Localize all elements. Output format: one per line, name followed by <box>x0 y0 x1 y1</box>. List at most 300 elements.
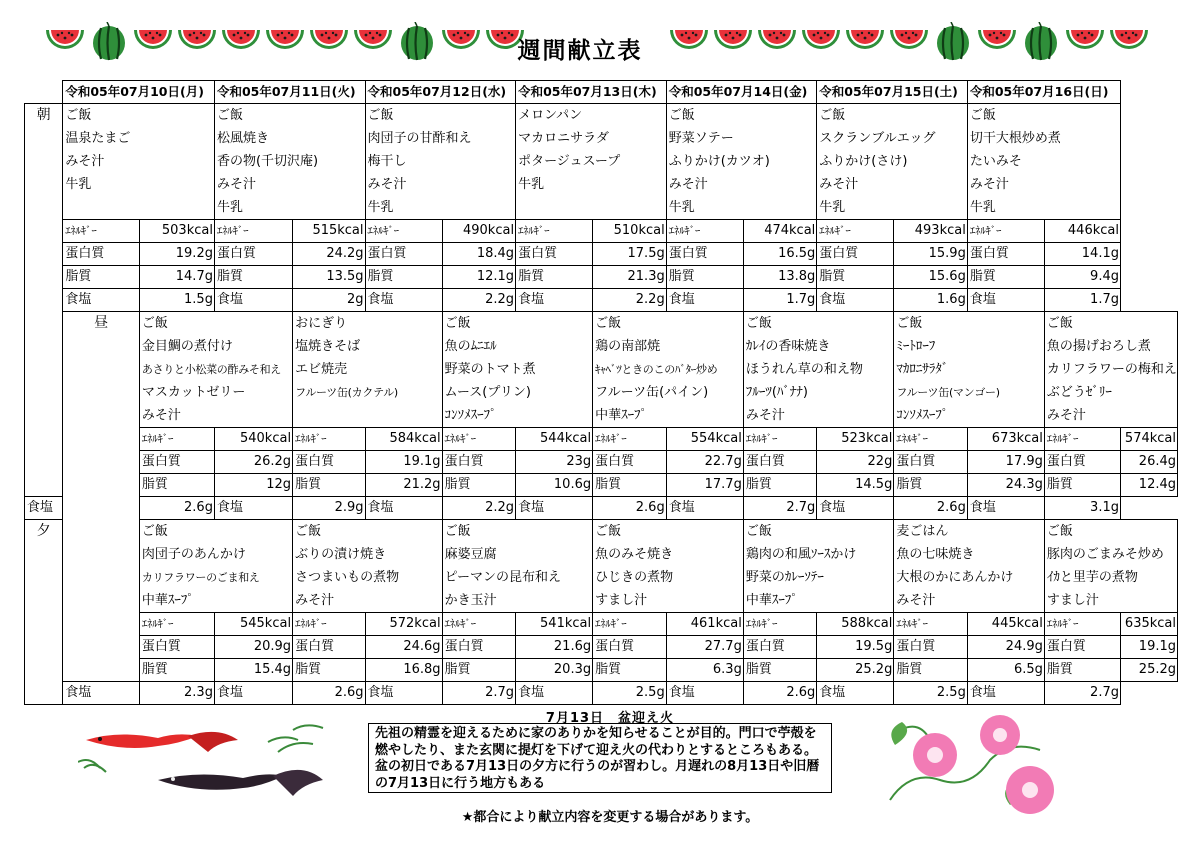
meal-items-cell <box>214 104 365 220</box>
fat-value: 9.4g <box>1044 266 1120 289</box>
fat-label: 脂質 <box>666 266 743 289</box>
fat-label: 脂質 <box>365 266 442 289</box>
menu-item: 金目鯛の煮付け <box>141 339 233 354</box>
fat-value: 13.5g <box>293 266 365 289</box>
salt-label: 食塩 <box>817 682 894 705</box>
menu-item: ご飯 <box>969 108 996 123</box>
corner-cell <box>25 81 63 104</box>
menu-item: ご飯 <box>1046 524 1073 539</box>
fat-label: 脂質 <box>894 474 968 497</box>
fat-label: 脂質 <box>442 659 516 682</box>
note-title: 7月13日 盆迎え火 <box>545 711 675 726</box>
nutrition-row-protein <box>25 243 1178 266</box>
salt-label: 食塩 <box>365 289 442 312</box>
meal-items-cell <box>894 520 1045 613</box>
energy-label: ｴﾈﾙｷﾞｰ <box>139 428 214 451</box>
menu-item: 魚の揚げおろし煮 <box>1046 339 1151 354</box>
menu-item: 麻婆豆腐 <box>444 547 497 562</box>
fat-value: 17.7g <box>666 474 743 497</box>
protein-label: 蛋白質 <box>293 636 365 659</box>
energy-label: ｴﾈﾙｷﾞｰ <box>442 613 516 636</box>
menu-item: ポタージュスープ <box>518 154 621 169</box>
fat-value: 13.8g <box>743 266 816 289</box>
menu-item: 魚のみそ焼き <box>595 547 674 562</box>
salt-label: 食塩 <box>365 497 442 520</box>
note-box: 先祖の精霊を迎えるために家のありかを知らせることが目的。門口で苧殻を燃やしたり、また玄関に提灯を下げて迎え火の代わりとするところもある。盆の初日である7月13日の夕方に行うのが習わし。月遅れの8月13日や旧暦の7月13日に行う地方もある <box>368 723 832 793</box>
energy-value: 584kcal <box>365 428 442 451</box>
menu-item <box>293 404 442 427</box>
menu-item: かき玉汁 <box>444 593 497 608</box>
nutrition-row-salt <box>25 682 1178 705</box>
energy-label: ｴﾈﾙｷﾞｰ <box>593 613 667 636</box>
menu-item: 魚のﾑﾆｴﾙ <box>444 339 497 354</box>
energy-label: ｴﾈﾙｷﾞｰ <box>743 613 816 636</box>
menu-item: 牛乳 <box>969 200 996 215</box>
menu-item: ご飯 <box>745 524 772 539</box>
fat-value: 15.6g <box>894 266 968 289</box>
energy-label: ｴﾈﾙｷﾞｰ <box>666 220 743 243</box>
menu-item: 鶏の南部焼 <box>595 339 661 354</box>
energy-value: 673kcal <box>967 428 1044 451</box>
nutrition-row-fat <box>25 474 1178 497</box>
salt-value: 1.7g <box>743 289 816 312</box>
day-header: 令和05年07月15日(土) <box>817 81 968 104</box>
meal-items-cell <box>139 520 292 613</box>
meal-items-cell <box>139 312 292 428</box>
protein-value: 22.7g <box>666 451 743 474</box>
fat-label: 脂質 <box>214 266 292 289</box>
fat-label: 脂質 <box>516 266 593 289</box>
header <box>0 0 1178 80</box>
menu-item: メロンパン <box>518 108 583 123</box>
watermelon-slice-icon <box>176 22 218 62</box>
fat-value: 21.2g <box>365 474 442 497</box>
salt-value: 2.5g <box>894 682 968 705</box>
salt-label: 食塩 <box>516 682 593 705</box>
protein-label: 蛋白質 <box>894 636 968 659</box>
energy-label: ｴﾈﾙｷﾞｰ <box>1044 428 1120 451</box>
protein-label: 蛋白質 <box>214 243 292 266</box>
fat-value: 14.5g <box>817 474 894 497</box>
protein-label: 蛋白質 <box>293 451 365 474</box>
salt-label: 食塩 <box>516 289 593 312</box>
menu-item: 松風焼き <box>216 131 269 146</box>
menu-item: カリフラワーのごま和え <box>141 571 260 584</box>
menu-item: 温泉たまご <box>65 131 131 146</box>
menu-item: 野菜のトマト煮 <box>444 362 536 377</box>
fat-label: 脂質 <box>743 474 816 497</box>
salt-label: 食塩 <box>666 289 743 312</box>
fat-value: 20.3g <box>516 659 593 682</box>
fat-value: 24.3g <box>967 474 1044 497</box>
meal-items-cell <box>442 520 593 613</box>
meal-label: 夕 <box>25 520 63 705</box>
energy-label: ｴﾈﾙｷﾞｰ <box>1044 613 1120 636</box>
nutrition-row-energy <box>25 613 1178 636</box>
protein-label: 蛋白質 <box>817 243 894 266</box>
nutrition-row-protein <box>25 451 1178 474</box>
fat-value: 15.4g <box>214 659 292 682</box>
menu-item: みそ汁 <box>295 593 335 608</box>
salt-value: 2.6g <box>743 682 816 705</box>
menu-item: ｶﾚｲの香味焼き <box>745 339 831 354</box>
salt-value: 2.2g <box>442 289 516 312</box>
salt-value: 2.2g <box>442 497 516 520</box>
menu-item: ご飯 <box>595 316 622 331</box>
menu-item: みそ汁 <box>216 177 256 192</box>
salt-label: 食塩 <box>967 289 1044 312</box>
salt-value: 2.9g <box>293 497 365 520</box>
meal-items-cell <box>967 104 1120 220</box>
salt-value: 2.7g <box>442 682 516 705</box>
menu-item <box>63 196 214 219</box>
energy-label: ｴﾈﾙｷﾞｰ <box>214 220 292 243</box>
meal-items-cell <box>894 312 1045 428</box>
goldfish-illustration <box>78 722 338 812</box>
menu-item: マスカットゼリー <box>141 385 246 400</box>
watermelon-whole-icon <box>396 22 438 62</box>
menu-item: ご飯 <box>216 108 243 123</box>
protein-value: 19.5g <box>817 636 894 659</box>
watermelon-slice-icon <box>844 22 886 62</box>
watermelon-slice-icon <box>668 22 710 62</box>
meal-items-row <box>25 312 1178 428</box>
fat-label: 脂質 <box>1044 474 1120 497</box>
energy-label: ｴﾈﾙｷﾞｰ <box>743 428 816 451</box>
day-header: 令和05年07月11日(火) <box>214 81 365 104</box>
salt-label: 食塩 <box>817 497 894 520</box>
menu-item: ご飯 <box>444 316 471 331</box>
menu-item: ご飯 <box>367 108 394 123</box>
energy-value: 503kcal <box>139 220 214 243</box>
energy-value: 545kcal <box>214 613 292 636</box>
menu-item: ほうれん草の和え物 <box>745 362 863 377</box>
menu-item: 牛乳 <box>216 200 243 215</box>
protein-value: 15.9g <box>894 243 968 266</box>
menu-item: ご飯 <box>819 108 846 123</box>
salt-label: 食塩 <box>214 497 292 520</box>
footer-note: ★都合により献立内容を変更する場合があります。 <box>461 810 759 825</box>
day-header: 令和05年07月12日(水) <box>365 81 516 104</box>
fat-label: 脂質 <box>442 474 516 497</box>
meal-items-cell <box>743 312 894 428</box>
energy-value: 515kcal <box>293 220 365 243</box>
energy-value: 493kcal <box>894 220 968 243</box>
menu-item: フルーツ缶(マンゴー) <box>896 386 1000 399</box>
fat-label: 脂質 <box>63 266 140 289</box>
protein-label: 蛋白質 <box>1044 636 1120 659</box>
watermelon-slice-icon <box>712 22 754 62</box>
menu-item: ぶりの漬け焼き <box>295 547 387 562</box>
watermelon-whole-icon <box>88 22 130 62</box>
watermelon-slice-icon <box>976 22 1018 62</box>
meal-items-cell <box>1044 312 1177 428</box>
nutrition-row-fat <box>25 659 1178 682</box>
energy-value: 523kcal <box>817 428 894 451</box>
menu-item: 中華ｽｰﾌﾟ <box>595 408 648 423</box>
menu-item: ピーマンの昆布和え <box>444 570 562 585</box>
day-header: 令和05年07月14日(金) <box>666 81 817 104</box>
fat-label: 脂質 <box>967 266 1044 289</box>
menu-item: たいみそ <box>969 154 1022 169</box>
protein-value: 26.2g <box>214 451 292 474</box>
energy-value: 445kcal <box>967 613 1044 636</box>
watermelon-slice-icon <box>1064 22 1106 62</box>
flower-icon <box>913 715 1054 814</box>
black-fish-icon <box>158 770 323 796</box>
salt-value: 1.6g <box>894 289 968 312</box>
menu-item: 香の物(千切沢庵) <box>216 154 319 169</box>
watermelon-whole-icon <box>1020 22 1062 62</box>
meal-items-cell <box>593 312 744 428</box>
salt-label: 食塩 <box>516 497 593 520</box>
meal-items-row <box>25 520 1178 613</box>
energy-label: ｴﾈﾙｷﾞｰ <box>139 613 214 636</box>
fat-value: 14.7g <box>139 266 214 289</box>
watermelon-slice-icon <box>1108 22 1150 62</box>
menu-item: ご飯 <box>896 316 923 331</box>
menu-item: エビ焼売 <box>295 362 348 377</box>
protein-label: 蛋白質 <box>63 243 140 266</box>
salt-value: 2.2g <box>593 289 667 312</box>
salt-value: 3.1g <box>1044 497 1120 520</box>
protein-value: 17.9g <box>967 451 1044 474</box>
fat-value: 12.1g <box>442 266 516 289</box>
fat-label: 脂質 <box>894 659 968 682</box>
menu-item: ご飯 <box>745 316 772 331</box>
protein-value: 24.9g <box>967 636 1044 659</box>
menu-item: みそ汁 <box>668 177 708 192</box>
meal-items-row <box>25 104 1178 220</box>
protein-value: 26.4g <box>1120 451 1177 474</box>
menu-item: ご飯 <box>1046 316 1073 331</box>
salt-label: 食塩 <box>817 289 894 312</box>
menu-item: おにぎり <box>295 316 348 331</box>
menu-item: 牛乳 <box>65 177 92 192</box>
menu-item: みそ汁 <box>1046 408 1086 423</box>
fat-value: 25.2g <box>817 659 894 682</box>
meal-items-cell <box>1044 520 1177 613</box>
nutrition-row-energy <box>25 220 1178 243</box>
menu-item: ご飯 <box>295 524 322 539</box>
protein-label: 蛋白質 <box>743 451 816 474</box>
fat-label: 脂質 <box>293 659 365 682</box>
fat-label: 脂質 <box>293 474 365 497</box>
protein-value: 17.5g <box>593 243 667 266</box>
energy-label: ｴﾈﾙｷﾞｰ <box>817 220 894 243</box>
meal-items-cell <box>817 104 968 220</box>
watermelon-decoration-right <box>668 22 1150 62</box>
salt-label: 食塩 <box>214 682 292 705</box>
day-header: 令和05年07月16日(日) <box>967 81 1120 104</box>
menu-item: あさりと小松菜の酢みそ和え <box>141 363 281 376</box>
menu-item: 中華ｽｰﾌﾟ <box>745 593 798 608</box>
fat-value: 6.5g <box>967 659 1044 682</box>
protein-value: 14.1g <box>1044 243 1120 266</box>
protein-label: 蛋白質 <box>593 451 667 474</box>
protein-label: 蛋白質 <box>516 243 593 266</box>
salt-label: 食塩 <box>214 289 292 312</box>
menu-item: 牛乳 <box>367 200 394 215</box>
menu-item: ﾌﾙｰﾂ(ﾊﾞﾅﾅ) <box>745 385 808 400</box>
menu-item <box>516 196 666 219</box>
protein-value: 19.1g <box>1120 636 1177 659</box>
salt-label: 食塩 <box>666 682 743 705</box>
red-fish-icon <box>86 732 238 752</box>
menu-item: ｷｬﾍﾞﾂときのこのﾊﾞﾀｰ炒め <box>595 363 718 376</box>
menu-item: すまし汁 <box>595 593 648 608</box>
meal-items-cell <box>666 104 817 220</box>
energy-value: 544kcal <box>516 428 593 451</box>
menu-item: 肉団子の甘酢和え <box>367 131 472 146</box>
protein-value: 19.2g <box>139 243 214 266</box>
menu-item: ﾏｶﾛﾆｻﾗﾀﾞ <box>896 362 949 377</box>
menu-item: みそ汁 <box>819 177 859 192</box>
energy-label: ｴﾈﾙｷﾞｰ <box>293 428 365 451</box>
protein-label: 蛋白質 <box>442 451 516 474</box>
watermelon-slice-icon <box>756 22 798 62</box>
salt-value: 2.6g <box>894 497 968 520</box>
watermelon-slice-icon <box>440 22 482 62</box>
water-plant-icon <box>78 725 323 772</box>
nutrition-row-protein <box>25 636 1178 659</box>
salt-value: 2.6g <box>293 682 365 705</box>
protein-label: 蛋白質 <box>593 636 667 659</box>
meal-items-cell <box>743 520 894 613</box>
energy-value: 490kcal <box>442 220 516 243</box>
energy-value: 461kcal <box>666 613 743 636</box>
menu-item: カリフラワーの梅和え <box>1046 362 1177 377</box>
menu-item: みそ汁 <box>367 177 407 192</box>
salt-value: 2.7g <box>1044 682 1120 705</box>
fat-label: 脂質 <box>139 474 214 497</box>
salt-label: 食塩 <box>25 497 63 520</box>
protein-label: 蛋白質 <box>365 243 442 266</box>
menu-item: みそ汁 <box>141 408 181 423</box>
fat-value: 12.4g <box>1120 474 1177 497</box>
protein-label: 蛋白質 <box>139 451 214 474</box>
menu-item: みそ汁 <box>969 177 1009 192</box>
energy-value: 588kcal <box>817 613 894 636</box>
menu-item: ｲｶと里芋の煮物 <box>1046 570 1138 585</box>
meal-items-cell <box>516 104 667 220</box>
salt-value: 2.7g <box>743 497 816 520</box>
menu-item: フルーツ缶(パイン) <box>595 385 709 400</box>
protein-value: 27.7g <box>666 636 743 659</box>
protein-value: 24.2g <box>293 243 365 266</box>
menu-item: みそ汁 <box>896 593 936 608</box>
menu-item: 魚の七味焼き <box>896 547 975 562</box>
energy-label: ｴﾈﾙｷﾞｰ <box>365 220 442 243</box>
energy-label: ｴﾈﾙｷﾞｰ <box>894 613 968 636</box>
watermelon-slice-icon <box>888 22 930 62</box>
protein-value: 24.6g <box>365 636 442 659</box>
fat-label: 脂質 <box>817 266 894 289</box>
energy-value: 541kcal <box>516 613 593 636</box>
nutrition-row-fat <box>25 266 1178 289</box>
menu-item: 塩焼きそば <box>295 339 361 354</box>
energy-label: ｴﾈﾙｷﾞｰ <box>593 428 667 451</box>
menu-item: ふりかけ(さけ) <box>819 154 908 169</box>
salt-value: 2.3g <box>139 682 214 705</box>
menu-item: ｺﾝｿﾒｽｰﾌﾟ <box>444 408 497 423</box>
fat-label: 脂質 <box>593 659 667 682</box>
salt-label: 食塩 <box>967 682 1044 705</box>
watermelon-slice-icon <box>44 22 86 62</box>
salt-value: 2g <box>293 289 365 312</box>
salt-label: 食塩 <box>63 289 140 312</box>
energy-value: 572kcal <box>365 613 442 636</box>
energy-label: ｴﾈﾙｷﾞｰ <box>63 220 140 243</box>
watermelon-decoration-left <box>44 22 526 62</box>
fat-value: 25.2g <box>1120 659 1177 682</box>
menu-item: 麦ごはん <box>896 524 949 539</box>
meal-label: 昼 <box>63 312 140 682</box>
menu-item: ご飯 <box>444 524 471 539</box>
menu-item: 野菜のｶﾚｰｿﾃｰ <box>745 570 824 585</box>
salt-value: 1.7g <box>1044 289 1120 312</box>
protein-value: 22g <box>817 451 894 474</box>
menu-item: ふりかけ(カツオ) <box>668 154 770 169</box>
protein-value: 18.4g <box>442 243 516 266</box>
menu-item: みそ汁 <box>65 154 105 169</box>
menu-item: すまし汁 <box>1046 593 1099 608</box>
watermelon-slice-icon <box>800 22 842 62</box>
menu-item: ひじきの煮物 <box>595 570 674 585</box>
menu-item: ご飯 <box>65 108 92 123</box>
salt-value: 1.5g <box>139 289 214 312</box>
watermelon-whole-icon <box>932 22 974 62</box>
menu-item: 梅干し <box>367 154 407 169</box>
menu-item: ｺﾝｿﾒｽｰﾌﾟ <box>896 408 949 423</box>
menu-item: スクランブルエッグ <box>819 131 936 146</box>
menu-item: みそ汁 <box>745 408 785 423</box>
menu-item: 切干大根炒め煮 <box>969 131 1061 146</box>
menu-item: 肉団子のあんかけ <box>141 547 246 562</box>
page-title: 週間献立表 <box>517 38 643 64</box>
salt-label: 食塩 <box>365 682 442 705</box>
salt-label: 食塩 <box>63 682 140 705</box>
menu-item: 豚肉のごまみそ炒め <box>1046 547 1164 562</box>
menu-item: 牛乳 <box>518 177 545 192</box>
protein-value: 20.9g <box>214 636 292 659</box>
menu-item: ご飯 <box>141 524 168 539</box>
energy-value: 554kcal <box>666 428 743 451</box>
fat-value: 21.3g <box>593 266 667 289</box>
fat-label: 脂質 <box>743 659 816 682</box>
day-header: 令和05年07月13日(木) <box>516 81 667 104</box>
menu-item: 大根のかにあんかけ <box>896 570 1014 585</box>
fat-value: 6.3g <box>666 659 743 682</box>
menu-item: 鶏肉の和風ｿｰｽかけ <box>745 547 857 562</box>
energy-value: 510kcal <box>593 220 667 243</box>
meal-items-cell <box>593 520 744 613</box>
menu-item: ﾐｰﾄﾛｰﾌ <box>896 339 936 354</box>
meal-items-cell <box>365 104 516 220</box>
watermelon-slice-icon <box>308 22 350 62</box>
salt-label: 食塩 <box>666 497 743 520</box>
energy-label: ｴﾈﾙｷﾞｰ <box>967 220 1044 243</box>
watermelon-slice-icon <box>132 22 174 62</box>
menu-item: ご飯 <box>595 524 622 539</box>
energy-label: ｴﾈﾙｷﾞｰ <box>516 220 593 243</box>
nutrition-row-energy <box>25 428 1178 451</box>
protein-label: 蛋白質 <box>743 636 816 659</box>
meal-items-cell <box>442 312 593 428</box>
energy-value: 574kcal <box>1120 428 1177 451</box>
day-header-row <box>25 81 1178 104</box>
protein-label: 蛋白質 <box>1044 451 1120 474</box>
